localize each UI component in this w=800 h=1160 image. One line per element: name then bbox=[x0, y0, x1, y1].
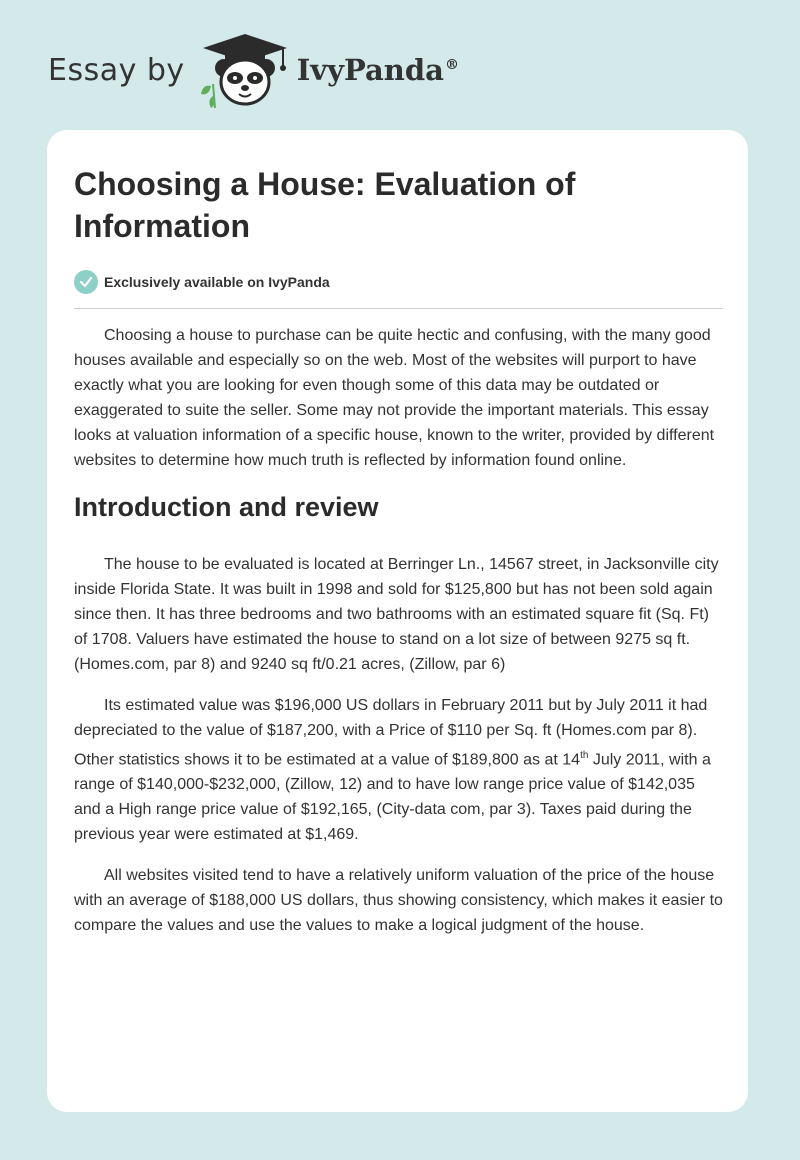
paragraph-1: The house to be evaluated is located at Berringer Ln., 14567 street, in Jacksonville city inside Florida State. It was built in 1998 and sold for $125,800 but has not been sold again since then. It has three bedrooms and two bathrooms with an estimated square fit (Sq. Ft) of 1708. Valuers have estimated the house to stand on a lot size of between 9275 sq ft. (Homes.com, par 8) and 9240 sq ft/0.21 acres, (Zillow, par 6) bbox=[74, 556, 719, 673]
exclusive-badge-text: Exclusively available on IvyPanda bbox=[104, 274, 330, 290]
site-header bbox=[48, 30, 459, 110]
essay-content bbox=[74, 163, 723, 954]
check-icon bbox=[74, 270, 98, 294]
ordinal-suffix: th bbox=[580, 750, 589, 761]
section-heading: Introduction and review bbox=[74, 492, 379, 522]
essay-by-label: Essay by bbox=[48, 52, 185, 88]
panda-graduate-icon bbox=[197, 30, 293, 110]
paragraph-2: Its estimated value was $196,000 US dollars in February 2011 but by July 2011 it had depreciated to the value of $187,200, with a Price of $110 per Sq. ft (Homes.com par 8). Other statistics shows it to be estimated at a value of $189,800 as at 14th July 2011, with a range of $140,000-$232,000, (Zillow, 12) and to have low range price value of $142,035 and a High range price value of $192,165, (City-data com, par 3). Taxes paid during the previous year were estimated at $1,469. bbox=[74, 697, 711, 844]
paragraph-3: All websites visited tend to have a relatively uniform valuation of the price of the house with an average of $188,000 US dollars, thus showing consistency, which makes it easier to compare the values and use the values to make a logical judgment of the house. bbox=[74, 867, 723, 935]
divider bbox=[74, 308, 723, 309]
page-title: Choosing a House: Evaluation of Information bbox=[74, 166, 576, 244]
exclusive-badge bbox=[74, 268, 723, 296]
brand-name: IvyPanda® bbox=[296, 53, 459, 87]
registered-mark: ® bbox=[444, 57, 459, 74]
essay-card bbox=[47, 130, 748, 1112]
intro-paragraph: Choosing a house to purchase can be quite hectic and confusing, with the many good houses available and especially so on the web. Most of the websites will purport to have exactly what you are looking for even though some of this data may be outdated or exaggerated to suite the seller. Some may not provide the important materials. This essay looks at valuation information of a specific house, known to the writer, provided by different websites to determine how much truth is reflected by information found online. bbox=[74, 327, 715, 469]
